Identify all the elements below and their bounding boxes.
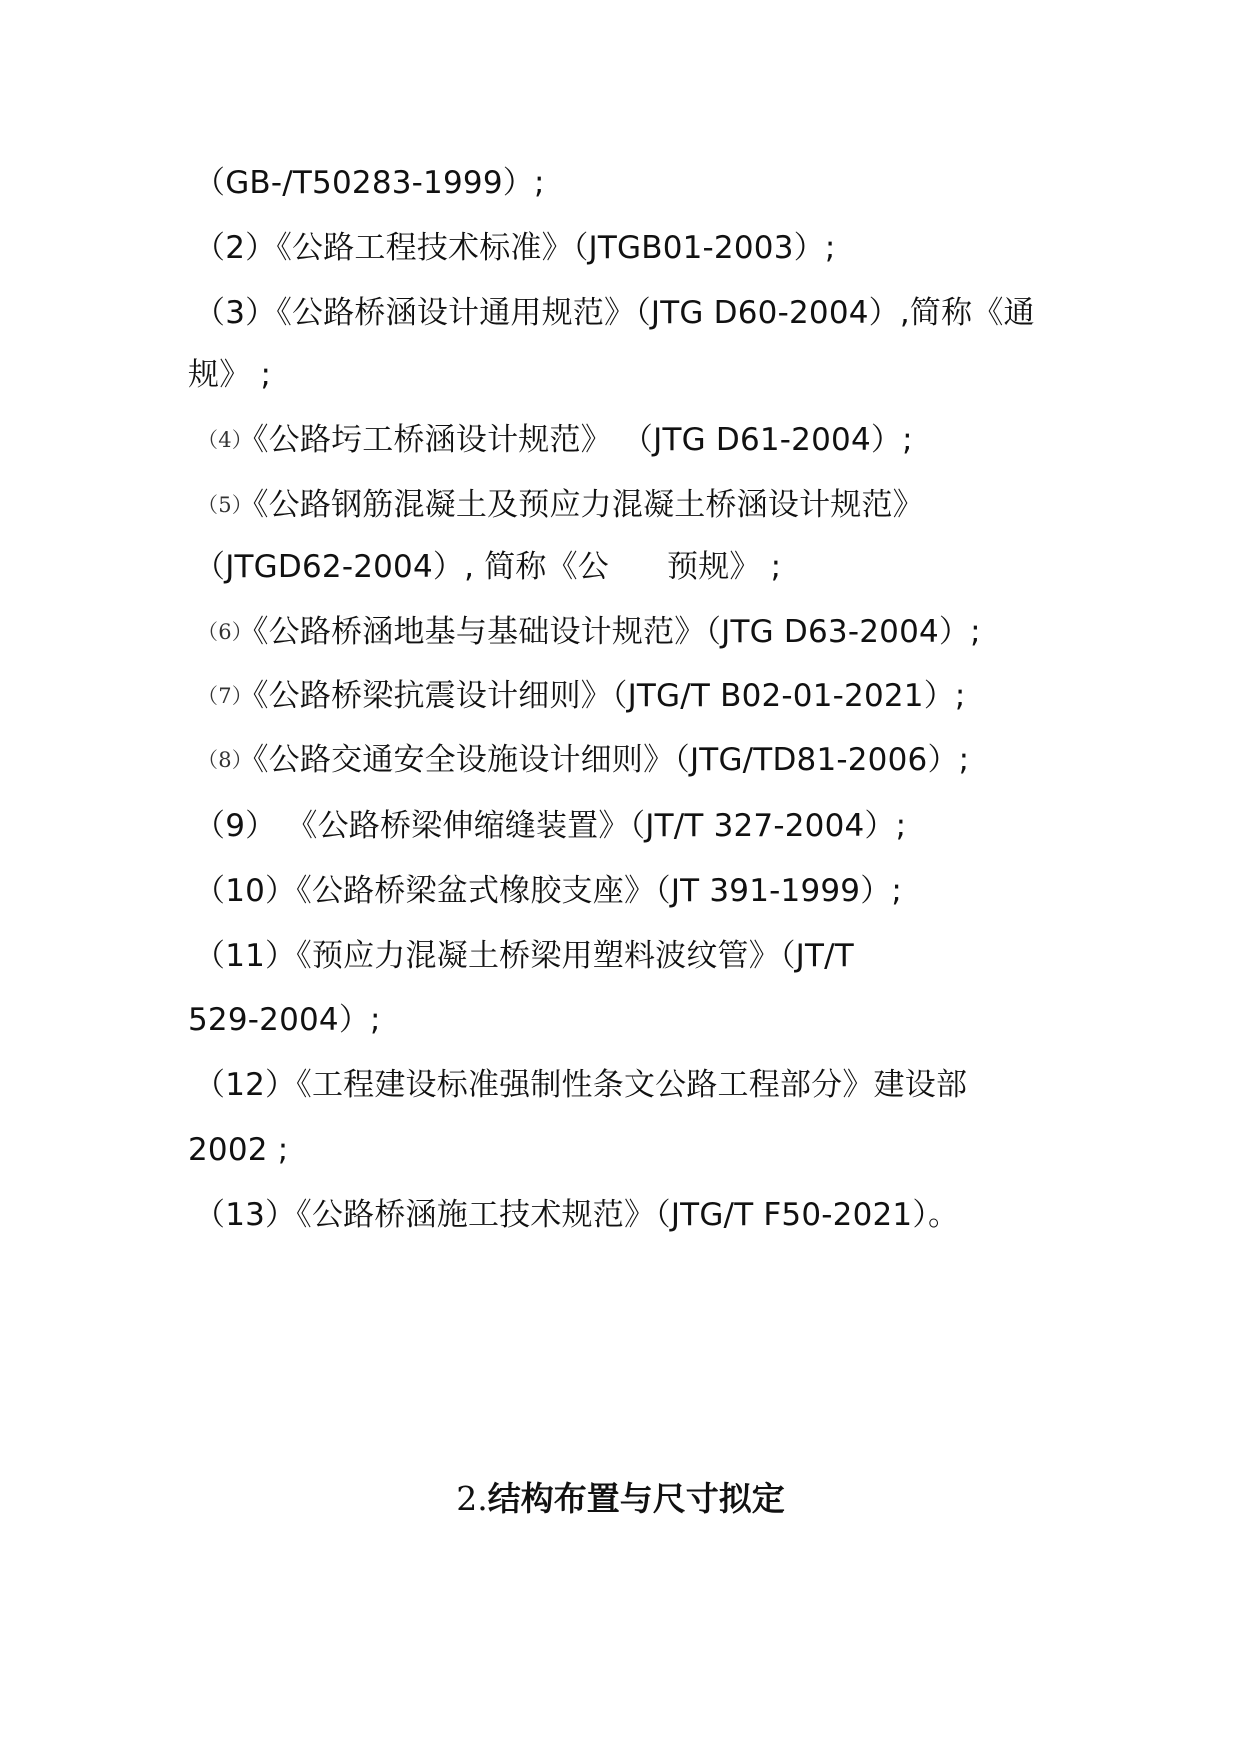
reference-item-8: [197, 738, 1097, 782]
item-text: 《公路圬工桥涵设计规范》 （JTG D61-2004）;: [252, 422, 913, 458]
item-number: （8）: [197, 748, 253, 772]
item-text: 《公路桥涵地基与基础设计规范》（JTG D63-2004）;: [252, 614, 981, 650]
item-text-part-a: （JTGD62-2004）, 简称《公: [194, 549, 610, 585]
item-text: 《公路桥梁抗震设计细则》（JTG/T B02-01-2021）;: [252, 678, 966, 714]
item-text: 《公路钢筋混凝土及预应力混凝土桥涵设计规范》: [252, 487, 924, 523]
reference-item-4: [197, 418, 1097, 462]
reference-item-6: [197, 610, 1097, 654]
reference-item-11: （11）《预应力混凝土桥梁用塑料波纹管》（JT/T: [194, 938, 854, 974]
reference-item-5-continuation: [194, 545, 1094, 589]
reference-item-5: [197, 483, 1097, 527]
section-title: 结构布置与尺寸拟定: [487, 1479, 785, 1518]
reference-item-12: （12）《工程建设标准强制性条文公路工程部分》建设部: [194, 1067, 968, 1103]
reference-item-11-continuation: 529-2004）;: [188, 1002, 381, 1038]
item-text-part-b: 预规》 ;: [667, 549, 782, 585]
item-text: 《公路交通安全设施设计细则》（JTG/TD81-2006）;: [252, 742, 970, 778]
reference-item-9: （9） 《公路桥梁伸缩缝装置》（JT/T 327-2004）;: [194, 808, 907, 844]
reference-item-2: （2）《公路工程技术标准》（JTGB01-2003）;: [194, 230, 836, 266]
item-number: （4）: [197, 428, 253, 452]
reference-item-12-continuation: 2002 ;: [188, 1132, 289, 1168]
reference-item-3-continuation: 规》 ;: [188, 357, 272, 393]
section-number: 2.: [456, 1479, 488, 1518]
reference-item-10: （10）《公路桥梁盆式橡胶支座》（JT 391-1999）;: [194, 873, 903, 909]
item-number: （7）: [197, 684, 253, 708]
section-heading: [0, 1474, 1241, 1524]
reference-item-3: （3）《公路桥涵设计通用规范》（JTG D60-2004）,简称《通: [194, 295, 1035, 331]
reference-item-7: [197, 674, 1097, 718]
item-number: （6）: [197, 620, 253, 644]
reference-line-1-continuation: （GB-/T50283-1999）;: [194, 165, 545, 201]
item-number: （5）: [197, 493, 253, 517]
reference-item-13: （13）《公路桥涵施工技术规范》（JTG/T F50-2021）。: [194, 1197, 960, 1233]
